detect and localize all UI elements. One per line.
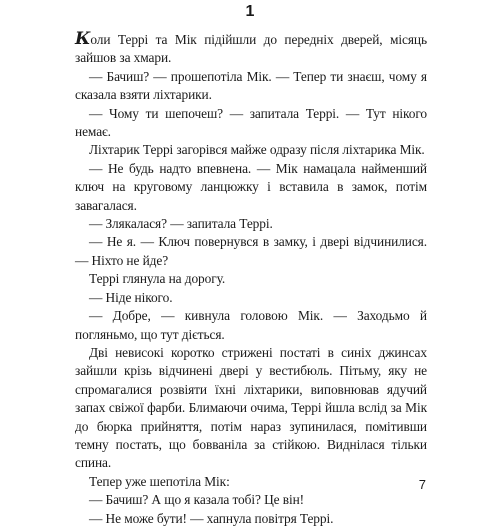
paragraph: — Не може бути! — хапнула повітря Террі. [89,510,334,526]
paragraph: — Не будь надто впевнена. — Мік намацала найменший ключ на круговому ланцюжку і вставила в замок, потім завагалася. [75,160,427,213]
paragraph: Дві невисокі коротко стрижені постаті в синіх джинсах зайшли крізь відчинені двері у вестибюль. Пітьму, яку не спромагалися розвіяти їхні ліхтарики, виповнював ядучий запах свіжої фарби. Блимаючи очима, Террі йшла вслід за Мік до бюрка прийняття, потім нараз зупинилася, помітивши темну постать, що бовваніла за стійкою. Виднілася тільки спина. [75,344,427,471]
paragraph: — Бачиш? А що я казала тобі? Це він! [89,492,305,508]
paragraph [75,30,427,68]
paragraph: Тепер уже шепотіла Мік: [89,473,230,489]
paragraph: Террі глянула на дорогу. [89,271,226,287]
paragraph: Ліхтарик Террі загорівся майже одразу після ліхтарика Мік. [89,142,425,158]
drop-cap: К [75,29,91,49]
paragraph: — Чому ти шепочеш? — запитала Террі. — Тут нікого немає. [75,105,427,140]
page-number: 7 [418,477,426,492]
body-text [75,30,427,528]
paragraph-text: оли Террі та Мік підійшли до передніх дверей, місяць зайшов за хмари. [75,32,427,66]
paragraph: — Бачиш? — прошепотіла Мік. — Тепер ти знаєш, чому я сказала взяти ліхтарики. [75,68,427,103]
paragraph: — Ніде нікого. [89,289,173,305]
paragraph: — Не я. — Ключ повернувся в замку, і двері відчинилися. — Ніхто не йде? [75,234,427,268]
paragraph: — Злякалася? — запитала Террі. [89,216,273,232]
chapter-number: 1 [245,3,255,20]
paragraph: — Добре, — кивнула головою Мік. — Заходьмо й погляньмо, що тут діється. [75,308,427,342]
